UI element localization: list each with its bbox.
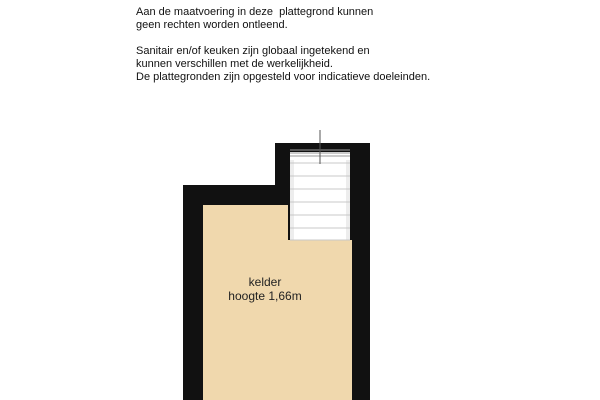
room-height: hoogte 1,66m [228, 289, 302, 303]
room-label [210, 275, 320, 303]
room-name: kelder [248, 275, 282, 289]
stair-area [290, 152, 350, 240]
disclaimer-line-2: geen rechten worden ontleend. [136, 19, 288, 31]
disclaimer-line-1: Aan de maatvoering in deze plattegrond kunnen [136, 6, 374, 18]
disclaimer-line-3: Sanitair en/of keuken zijn globaal ingetekend en [136, 45, 370, 57]
disclaimer-line-5: De plattegronden zijn opgesteld voor indicatieve doeleinden. [136, 71, 431, 83]
disclaimer-line-4: kunnen verschillen met de werkelijkheid. [136, 58, 333, 70]
